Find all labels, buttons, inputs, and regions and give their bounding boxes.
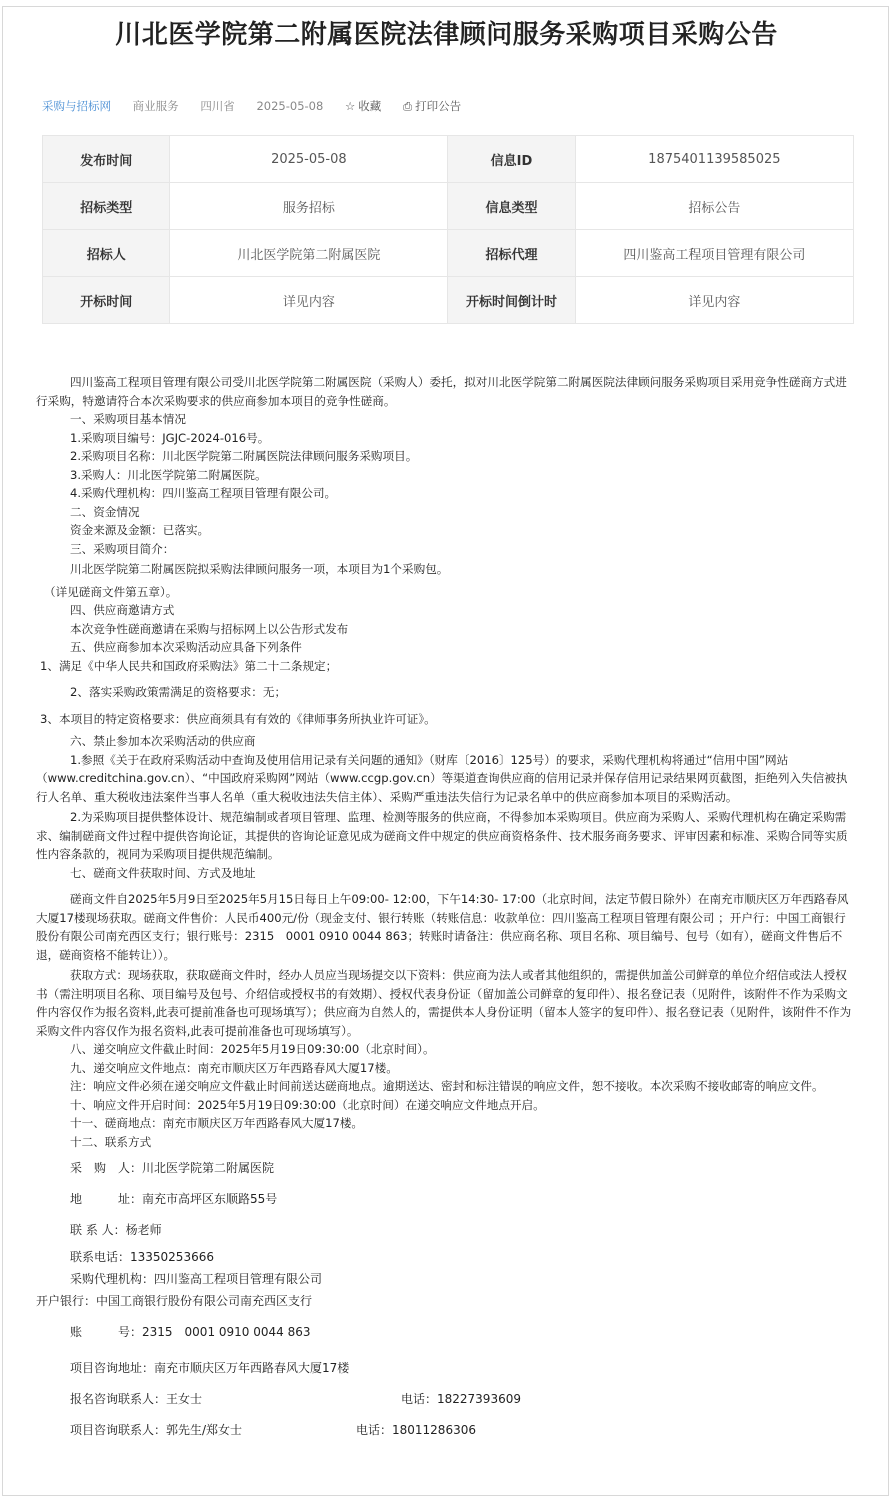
contact-proj-row xyxy=(36,1414,856,1447)
contact-block xyxy=(36,1153,856,1447)
countdown-label: 开标时间倒计时 xyxy=(448,277,575,324)
info-id-value: 1875401139585025 xyxy=(575,136,853,183)
section-1-item: 2.采购项目名称：川北医学院第二附属医院法律顾问服务采购项目。 xyxy=(70,449,418,463)
section-1-item: 1.采购项目编号：JGJC-2024-016号。 xyxy=(70,430,270,445)
source-link[interactable]: 采购与招标网 xyxy=(42,99,111,113)
table-row xyxy=(43,183,854,230)
contact-buyer: 采 购 人：川北医学院第二附属医院 xyxy=(70,1161,275,1175)
section-2-heading: 二、资金情况 xyxy=(70,504,140,519)
category-label: 商业服务 xyxy=(132,99,179,113)
section-5-item: 2、落实采购政策需满足的资格要求：无； xyxy=(70,685,287,699)
section-10-heading: 十、响应文件开启时间：2025年5月19日09:30:00（北京时间）在递交响应文件地点开启。 xyxy=(70,1097,545,1112)
reg-phone: 电话：18227393609 xyxy=(401,1392,521,1406)
section-1-item: 4.采购代理机构：四川鉴高工程项目管理有限公司。 xyxy=(70,486,337,500)
section-5-item: 3、本项目的特定资格要求：供应商须具有有效的《律师事务所执业许可证》。 xyxy=(40,711,436,726)
section-6-heading: 六、禁止参加本次采购活动的供应商 xyxy=(70,734,256,748)
proj-phone: 电话：18011286306 xyxy=(356,1423,476,1437)
intro-paragraph: 四川鉴高工程项目管理有限公司受川北医学院第二附属医院（采购人）委托，拟对川北医学院第二附属医院法律顾问服务采购项目采用竞争性磋商方式进行采购，特邀请符合本次采购要求的供应商参加本项目的竞争性磋商。 xyxy=(36,375,847,408)
section-5-heading: 五、供应商参加本次采购活动应具备下列条件 xyxy=(70,640,302,654)
section-3-heading: 三、采购项目简介： xyxy=(70,541,175,556)
star-icon: ☆ xyxy=(344,99,356,113)
print-label: 打印公告 xyxy=(415,99,462,113)
contact-phone: 联系电话：13350253666 xyxy=(70,1250,214,1264)
table-row xyxy=(43,136,854,183)
section-6-item: 1.参照《关于在政府采购活动中查询及使用信用记录有关问题的通知》（财库〔2016〕125号）的要求，采购代理机构将通过“信用中国”网站（www.creditchina.gov.cn）、“中国政府采购网”网站（www.ccgp.gov.cn）等渠道查询供应商的信用记录并保存信用记录结果网页截图，拒绝列入失信被执行人名单、重大税收违法案件当事人名单（重大税收违法失信主体）、采购严重违法失信行为记录名单中的供应商参加本项目的采购活动。 xyxy=(36,752,848,804)
section-12-heading: 十二、联系方式 xyxy=(70,1134,152,1149)
date-label: 2025-05-08 xyxy=(256,99,324,113)
printer-icon: ⎙ xyxy=(402,99,413,113)
agent-label: 招标代理 xyxy=(448,230,575,277)
section-1-heading: 一、采购项目基本情况 xyxy=(70,412,186,426)
reg-contact: 报名咨询联系人：王女士 xyxy=(70,1392,203,1406)
info-table xyxy=(42,135,854,324)
section-2-item: 资金来源及金额：已落实。 xyxy=(70,523,210,537)
contact-address: 地 址：南充市高坪区东顺路55号 xyxy=(70,1192,278,1206)
section-7-heading: 七、磋商文件获取时间、方式及地址 xyxy=(70,865,256,880)
info-type-value: 招标公告 xyxy=(575,183,853,230)
contact-bank: 开户银行：中国工商银行股份有限公司南充西区支行 xyxy=(36,1294,313,1308)
contact-consult-address: 项目咨询地址：南充市顺庆区万年西路春风大厦17楼 xyxy=(70,1361,350,1375)
section-7-item: 获取方式：现场获取，获取磋商文件时，经办人员应当现场提交以下资料：供应商为法人或者其他组织的，需提供加盖公司鲜章的单位介绍信或法人授权书（需注明项目名称、项目编号及包号、介绍信或授权书的有效期）、授权代表身份证（留加盖公司鲜章的复印件）、报名登记表（见附件，该附件不作为采购文件内容仅作为报名资料,此表可提前准备也可现场填写）；供应商为自然人的，需提供本人身份证明（留本人签字的复印件）、报名登记表（见附件，该附件不作为采购文件内容仅作为报名资料,此表可提前准备也可现场填写）。 xyxy=(36,968,852,1038)
countdown-value: 详见内容 xyxy=(575,277,853,324)
print-button[interactable] xyxy=(403,99,461,113)
info-type-label: 信息类型 xyxy=(448,183,575,230)
section-4-item: 本次竞争性磋商邀请在采购与招标网上以公告形式发布 xyxy=(70,621,349,636)
section-4-heading: 四、供应商邀请方式 xyxy=(70,603,175,617)
bid-type-value: 服务招标 xyxy=(170,183,448,230)
page-title: 川北医学院第二附属医院法律顾问服务采购项目采购公告 xyxy=(115,20,778,50)
section-11-heading: 十一、磋商地点：南充市顺庆区万年西路春风大厦17楼。 xyxy=(70,1116,364,1130)
open-time-label: 开标时间 xyxy=(43,277,170,324)
tenderer-value: 川北医学院第二附属医院 xyxy=(170,230,448,277)
meta-bar xyxy=(42,98,479,114)
contact-person: 联 系 人：杨老师 xyxy=(70,1223,162,1237)
tenderer-label: 招标人 xyxy=(43,230,170,277)
proj-contact: 项目咨询联系人：郭先生/郑女士 xyxy=(70,1423,243,1437)
agent-value: 四川鉴高工程项目管理有限公司 xyxy=(575,230,853,277)
section-5-item: 1、满足《中华人民共和国政府采购法》第二十二条规定； xyxy=(40,658,338,673)
table-row xyxy=(43,277,854,324)
table-row xyxy=(43,230,854,277)
publish-time-value: 2025-05-08 xyxy=(170,136,448,183)
contact-agency: 采购代理机构：四川鉴高工程项目管理有限公司 xyxy=(70,1272,323,1286)
info-id-label: 信息ID xyxy=(448,136,575,183)
region-label: 四川省 xyxy=(200,99,235,113)
bid-type-label: 招标类型 xyxy=(43,183,170,230)
favorite-label: 收藏 xyxy=(358,99,382,113)
section-3-item: 川北医学院第二附属医院拟采购法律顾问服务一项，本项目为1个采购包。 xyxy=(70,562,449,576)
section-1-item: 3.采购人：川北医学院第二附属医院。 xyxy=(70,467,267,482)
section-9-heading: 九、递交响应文件地点：南充市顺庆区万年西路春风大厦17楼。 xyxy=(70,1060,398,1075)
announcement-body xyxy=(36,373,856,1447)
publish-time-label: 发布时间 xyxy=(43,136,170,183)
section-9-note: 注：响应文件必须在递交响应文件截止时间前送达磋商地点。逾期送达、密封和标注错误的响应文件，恕不接收。本次采购不接收邮寄的响应文件。 xyxy=(70,1079,824,1093)
section-3-note: （详见磋商文件第五章）。 xyxy=(44,584,178,599)
section-7-item: 磋商文件自2025年5月9日至2025年5月15日每日上午09:00- 12:00，下午14:30- 17:00（北京时间，法定节假日除外）在南充市顺庆区万年西路春风大厦17楼现场获取。磋商文件售价：人民币400元/份（现金支付、银行转账（转账信息：收款单位：四川鉴高工程项目管理有限公司 ；开户行：中国工商银行股份有限公司南充西区支行；银行账号：2315 0001 0910 0044 863；转账时请备注：供应商名称、项目名称、项目编号、包号（如有），磋商文件售后不退，磋商资格不能转让））。 xyxy=(36,892,849,962)
contact-account: 账 号：2315 0001 0910 0044 863 xyxy=(70,1325,311,1339)
favorite-button[interactable] xyxy=(345,99,381,113)
section-8-heading: 八、递交响应文件截止时间：2025年5月19日09:30:00（北京时间）。 xyxy=(70,1042,435,1056)
contact-reg-row xyxy=(36,1385,856,1414)
section-6-item: 2.为采购项目提供整体设计、规范编制或者项目管理、监理、检测等服务的供应商，不得参加本采购项目。供应商为采购人、采购代理机构在确定采购需求、编制磋商文件过程中提供咨询论证，其提供的咨询论证意见成为磋商文件中规定的供应商资格条件、技术服务商务要求、评审因素和标准、采购合同等实质性内容条款的，视同为采购项目提供规范编制。 xyxy=(36,810,848,861)
open-time-value: 详见内容 xyxy=(170,277,448,324)
